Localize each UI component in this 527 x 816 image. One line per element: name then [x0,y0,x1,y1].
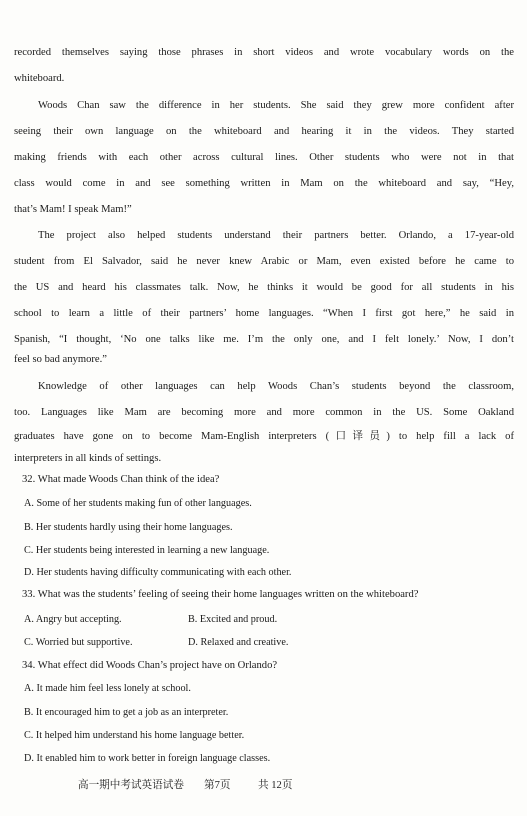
question-32-option-d[interactable]: D. Her students having difficulty communicating with each other. [24,567,292,578]
passage-line: whiteboard. [14,73,65,84]
question-32-option-b[interactable]: B. Her students hardly using their home languages. [24,522,233,533]
question-34-option-a[interactable]: A. It made him feel less lonely at school. [24,683,191,694]
passage-line: Knowledge of other languages can help Woods Chan’s students beyond the classroom, [38,381,514,392]
passage-line: school to learn a little of their partners’ home languages. “When I first got here,” he said in [14,308,514,319]
passage-line: feel so bad anymore.” [14,354,107,365]
passage-line: graduates have gone on to become Mam-English interpreters (口译员) to help fill a lack of [14,431,514,442]
question-33-option-a[interactable]: A. Angry but accepting. [24,614,122,625]
passage-line: making friends with each other across cultural lines. Other students who were not in that [14,152,514,163]
question-34-option-c[interactable]: C. It helped him understand his home language better. [24,730,245,741]
question-32-option-a[interactable]: A. Some of her students making fun of other languages. [24,498,252,509]
passage-line: interpreters in all kinds of settings. [14,453,162,464]
question-34-stem: 34. What effect did Woods Chan’s project have on Orlando? [22,660,278,671]
question-32-option-c[interactable]: C. Her students being interested in learning a new language. [24,545,270,556]
footer-total-pages: 共 12页 [258,780,293,791]
question-34-option-d[interactable]: D. It enabled him to work better in foreign language classes. [24,753,271,764]
question-34-option-b[interactable]: B. It encouraged him to get a job as an interpreter. [24,707,229,718]
passage-line: seeing their own language on the whiteboard and hearing it in the videos. They started [14,126,514,137]
question-33-option-b[interactable]: B. Excited and proud. [188,614,278,625]
passage-line: the US and heard his classmates talk. Now, he thinks it would be good for all students in his [14,282,514,293]
passage-line: Spanish, “I thought, ‘No one talks like me. I’m the only one, and I felt lonely.’ Now, I don’t [14,334,514,345]
footer-exam-title: 高一期中考试英语试卷 [78,780,184,791]
question-32-stem: 32. What made Woods Chan think of the idea? [22,474,220,485]
passage-line: recorded themselves saying those phrases in short videos and wrote vocabulary words on the [14,47,514,58]
passage-line: class would come in and see something written in Mam on the whiteboard and say, “Hey, [14,178,514,189]
passage-line: too. Languages like Mam are becoming more and more common in the US. Some Oakland [14,407,514,418]
question-33-option-d[interactable]: D. Relaxed and creative. [188,637,289,648]
passage-line: Woods Chan saw the difference in her students. She said they grew more confident after [38,100,514,111]
passage-line: student from El Salvador, said he never knew Arabic or Mam, even existed before he came to [14,256,514,267]
passage-line: The project also helped students understand their partners better. Orlando, a 17-year-old [38,230,514,241]
footer-page-number: 第7页 [204,780,231,791]
question-33-option-c[interactable]: C. Worried but supportive. [24,637,133,648]
question-33-stem: 33. What was the students’ feeling of seeing their home languages written on the whiteboard? [22,589,419,600]
passage-line: that’s Mam! I speak Mam!” [14,204,132,215]
